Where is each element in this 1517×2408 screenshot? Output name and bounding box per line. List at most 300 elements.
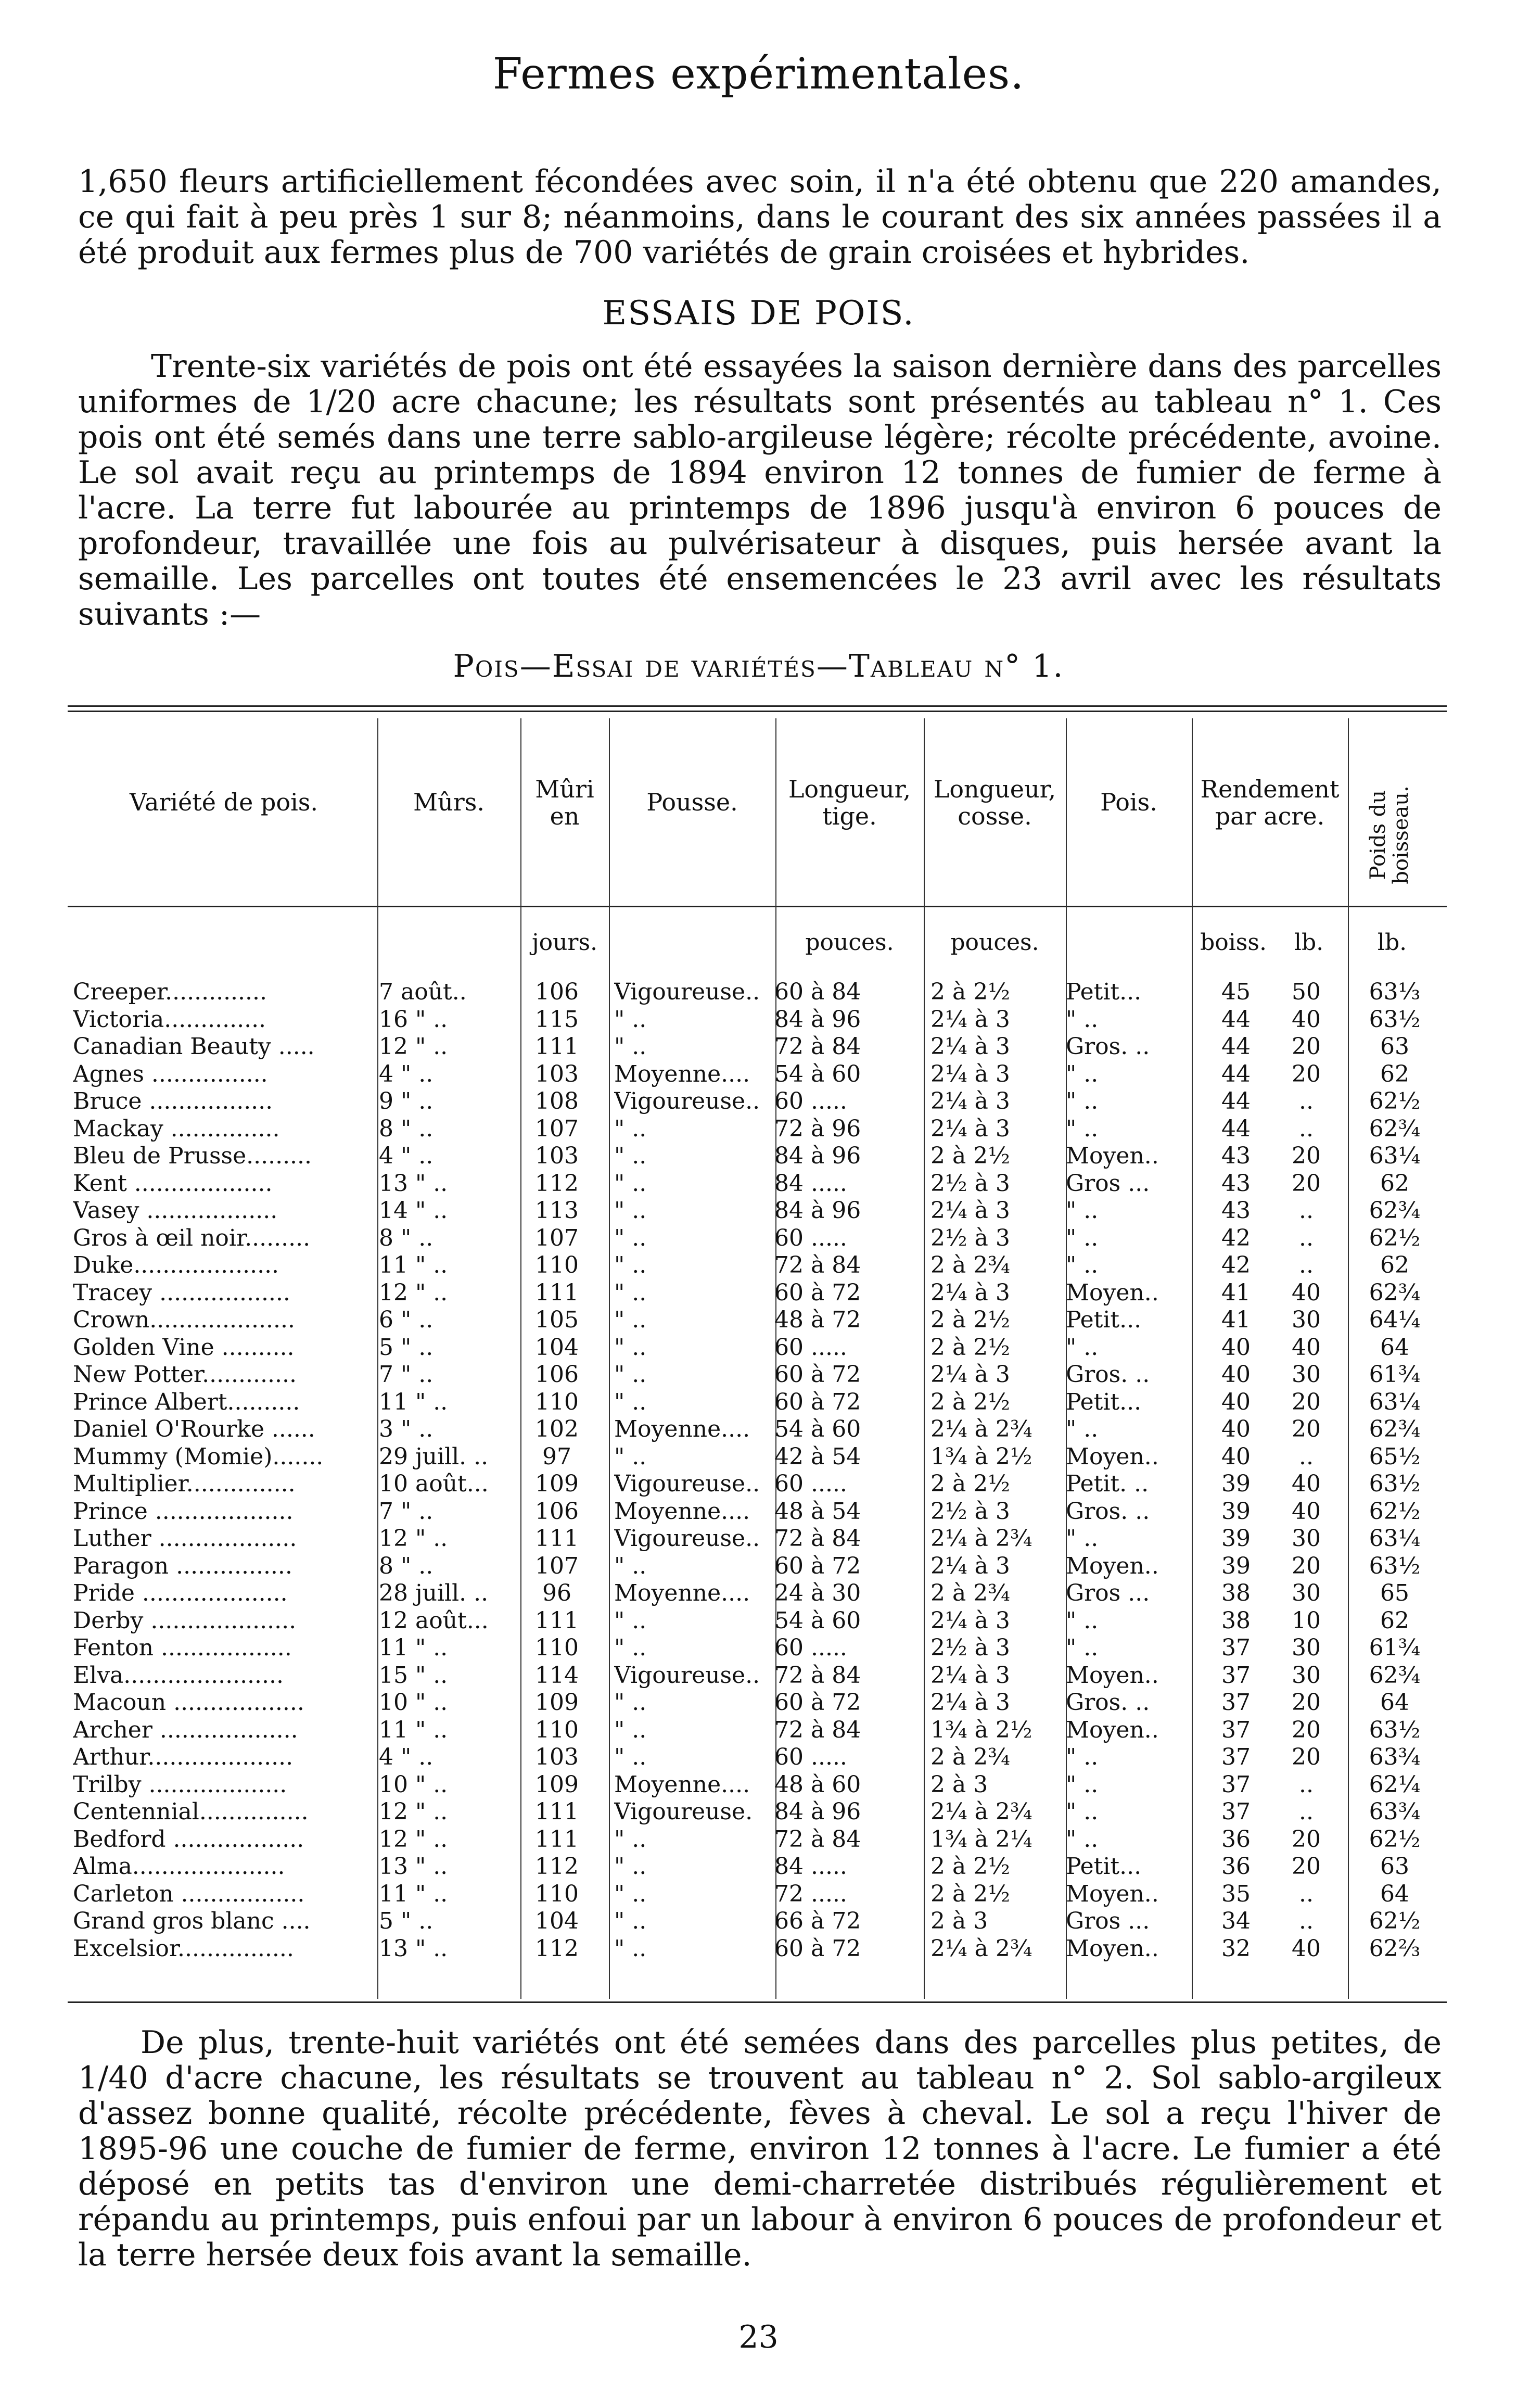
cell-yield-lb: 20 — [1292, 1744, 1321, 1770]
cell-yield-lb: 20 — [1292, 1689, 1321, 1716]
cell-ripe-date: 10 " .. — [379, 1771, 448, 1798]
cell-bushel-weight: 62¾ — [1369, 1416, 1421, 1442]
cell-growth: Vigoureuse.. — [614, 1662, 760, 1689]
cell-yield-bushels: 42 — [1221, 1252, 1251, 1278]
cell-pod-length: 2 à 2½ — [930, 1334, 1010, 1361]
table-row — [68, 1143, 1447, 1169]
cell-stem-length: 72 à 84 — [774, 1662, 861, 1689]
cell-yield-lb: 30 — [1292, 1662, 1321, 1689]
cell-growth: " .. — [614, 1744, 647, 1770]
cell-growth: Vigoureuse. — [614, 1798, 753, 1825]
cell-stem-length: 24 à 30 — [774, 1580, 861, 1606]
cell-bushel-weight: 62¼ — [1369, 1771, 1421, 1798]
cell-pod-length: 2¼ à 3 — [930, 1607, 1010, 1634]
cell-yield-lb: 10 — [1292, 1607, 1321, 1634]
table-row — [68, 1498, 1447, 1525]
cell-pod-length: 2¼ à 3 — [930, 1060, 1010, 1087]
cell-growth: Moyenne.... — [614, 1416, 750, 1442]
cell-growth: " .. — [614, 1033, 647, 1060]
cell-ripe-date: 12 " .. — [379, 1033, 448, 1060]
cell-stem-length: 60 à 72 — [774, 1279, 861, 1306]
cell-yield-bushels: 41 — [1221, 1307, 1251, 1333]
cell-bushel-weight: 63½ — [1369, 1471, 1421, 1497]
cell-yield-bushels: 39 — [1221, 1498, 1251, 1525]
cell-pod-length: 2 à 2½ — [930, 1880, 1010, 1907]
cell-days: 111 — [535, 1525, 579, 1552]
cell-pea-size: Moyen.. — [1066, 1279, 1159, 1306]
cell-days: 103 — [535, 1143, 579, 1169]
cell-yield-lb: 40 — [1292, 1498, 1321, 1525]
cell-growth: Moyenne.... — [614, 1580, 750, 1606]
cell-pod-length: 2 à 2¾ — [930, 1744, 1010, 1770]
cell-variety: Agnes ................ — [73, 1060, 268, 1087]
cell-growth: " .. — [614, 1361, 647, 1388]
cell-ripe-date: 11 " .. — [379, 1634, 448, 1661]
table-row — [68, 1389, 1447, 1415]
cell-variety: Duke.................... — [73, 1252, 279, 1278]
cell-variety: Mackay ............... — [73, 1115, 280, 1142]
cell-days: 111 — [535, 1279, 579, 1306]
cell-growth: " .. — [614, 1252, 647, 1278]
cell-yield-lb: 20 — [1292, 1388, 1321, 1415]
cell-pod-length: 2¼ à 3 — [930, 1279, 1010, 1306]
cell-ripe-date: 9 " .. — [379, 1088, 434, 1114]
cell-stem-length: 60 ..... — [774, 1634, 847, 1661]
cell-ripe-date: 4 " .. — [379, 1060, 434, 1087]
cell-yield-bushels: 38 — [1221, 1580, 1251, 1606]
cell-pea-size: " .. — [1066, 1744, 1099, 1770]
cell-stem-length: 48 à 60 — [774, 1771, 861, 1798]
table-row — [68, 1334, 1447, 1361]
cell-pea-size: " .. — [1066, 1197, 1099, 1224]
cell-days: 112 — [535, 1170, 579, 1197]
cell-stem-length: 42 à 54 — [774, 1443, 861, 1470]
cell-days: 103 — [535, 1060, 579, 1087]
cell-days: 110 — [535, 1880, 579, 1907]
cell-pea-size: Moyen.. — [1066, 1443, 1159, 1470]
cell-yield-bushels: 38 — [1221, 1607, 1251, 1634]
cell-yield-lb: 40 — [1292, 1279, 1321, 1306]
cell-days: 105 — [535, 1307, 579, 1333]
page-number: 23 — [738, 2319, 779, 2355]
cell-ripe-date: 14 " .. — [379, 1197, 448, 1224]
table-row — [68, 1225, 1447, 1251]
cell-variety: Victoria.............. — [73, 1006, 266, 1033]
cell-ripe-date: 4 " .. — [379, 1744, 434, 1770]
cell-yield-lb: 40 — [1292, 1006, 1321, 1033]
cell-yield-bushels: 40 — [1221, 1388, 1251, 1415]
cell-yield-bushels: 37 — [1221, 1716, 1251, 1743]
cell-variety: Grand gros blanc .... — [73, 1908, 311, 1934]
table-row — [68, 1771, 1447, 1798]
cell-ripe-date: 28 juill. .. — [379, 1580, 489, 1606]
cell-days: 109 — [535, 1689, 579, 1716]
cell-bushel-weight: 61¾ — [1369, 1634, 1421, 1661]
cell-bushel-weight: 62½ — [1369, 1088, 1421, 1114]
cell-pea-size: Petit... — [1066, 1388, 1142, 1415]
table-row — [68, 1881, 1447, 1907]
table-row — [68, 1935, 1447, 1962]
cell-yield-lb: 30 — [1292, 1634, 1321, 1661]
cell-days: 111 — [535, 1607, 579, 1634]
cell-yield-lb: 40 — [1292, 1334, 1321, 1361]
header-variete: Variété de pois. — [129, 788, 318, 816]
table-caption: Pois—Essai de variétés—Tableau n° 1. — [453, 648, 1064, 685]
cell-bushel-weight: 62 — [1380, 1060, 1409, 1087]
cell-days: 107 — [535, 1115, 579, 1142]
section-title: ESSAIS DE POIS. — [602, 294, 915, 333]
cell-pod-length: 2 à 2½ — [930, 979, 1010, 1005]
cell-bushel-weight: 62 — [1380, 1170, 1409, 1197]
cell-ripe-date: 12 août... — [379, 1607, 489, 1634]
cell-growth: " .. — [614, 1279, 647, 1306]
cell-pod-length: 2¼ à 3 — [930, 1662, 1010, 1689]
cell-variety: Carleton ................. — [73, 1880, 305, 1907]
cell-ripe-date: 13 " .. — [379, 1170, 448, 1197]
cell-variety: Multiplier............... — [73, 1471, 296, 1497]
cell-bushel-weight: 65 — [1380, 1580, 1409, 1606]
cell-growth: " .. — [614, 1880, 647, 1907]
cell-yield-lb: .. — [1299, 1224, 1314, 1251]
cell-yield-lb: .. — [1299, 1252, 1314, 1278]
cell-variety: Kent ................... — [73, 1170, 273, 1197]
cell-ripe-date: 13 " .. — [379, 1853, 448, 1880]
cell-pod-length: 2 à 3 — [930, 1908, 988, 1934]
cell-variety: Elva...................... — [73, 1662, 284, 1689]
cell-bushel-weight: 62½ — [1369, 1908, 1421, 1934]
cell-growth: " .. — [614, 1853, 647, 1880]
cell-yield-lb: 40 — [1292, 1471, 1321, 1497]
cell-pea-size: " .. — [1066, 1634, 1099, 1661]
table-row — [68, 979, 1447, 1005]
table-row — [68, 1689, 1447, 1716]
cell-days: 106 — [535, 1361, 579, 1388]
cell-stem-length: 54 à 60 — [774, 1607, 861, 1634]
cell-pea-size: Gros. .. — [1066, 1689, 1150, 1716]
cell-stem-length: 66 à 72 — [774, 1908, 861, 1934]
cell-stem-length: 84 à 96 — [774, 1798, 861, 1825]
cell-stem-length: 84 à 96 — [774, 1197, 861, 1224]
cell-yield-bushels: 44 — [1221, 1115, 1251, 1142]
cell-yield-bushels: 35 — [1221, 1880, 1251, 1907]
intro-paragraph: 1,650 fleurs artificiellement fécondées avec soin, il n'a été obtenu que 220 amandes, ce qui fait à peu près 1 sur 8; néanmoins, dans le courant des six années passées il a été produit aux fermes plus de 700 variétés de grain croisées et hybrides. — [78, 163, 1442, 271]
header-longueur-tige: Longueur, tige. — [788, 775, 911, 830]
cell-days: 113 — [535, 1197, 579, 1224]
cell-bushel-weight: 62¾ — [1369, 1115, 1421, 1142]
cell-growth: Vigoureuse.. — [614, 1525, 760, 1552]
cell-pea-size: " .. — [1066, 1607, 1099, 1634]
unit-pouces-tige: pouces. — [805, 929, 894, 956]
cell-yield-lb: 20 — [1292, 1826, 1321, 1853]
table-row — [68, 1580, 1447, 1606]
cell-days: 104 — [535, 1334, 579, 1361]
unit-lb: lb. — [1294, 929, 1324, 956]
cell-pea-size: Gros ... — [1066, 1580, 1150, 1606]
cell-yield-bushels: 43 — [1221, 1197, 1251, 1224]
cell-yield-lb: 20 — [1292, 1060, 1321, 1087]
table-top-rule-double — [68, 711, 1447, 712]
cell-yield-bushels: 37 — [1221, 1689, 1251, 1716]
table-row — [68, 1471, 1447, 1497]
cell-pea-size: Moyen.. — [1066, 1143, 1159, 1169]
cell-bushel-weight: 62½ — [1369, 1826, 1421, 1853]
cell-pea-size: " .. — [1066, 1060, 1099, 1087]
cell-days: 108 — [535, 1088, 579, 1114]
cell-pod-length: 2 à 2¾ — [930, 1252, 1010, 1278]
cell-variety: Paragon ................ — [73, 1552, 292, 1579]
cell-stem-length: 60 à 72 — [774, 1361, 861, 1388]
cell-days: 111 — [535, 1826, 579, 1853]
table-row — [68, 1061, 1447, 1087]
table-row — [68, 1252, 1447, 1278]
cell-days: 110 — [535, 1634, 579, 1661]
cell-ripe-date: 7 " .. — [379, 1498, 434, 1525]
cell-bushel-weight: 61¾ — [1369, 1361, 1421, 1388]
cell-yield-lb: .. — [1299, 1880, 1314, 1907]
cell-bushel-weight: 63⅓ — [1369, 979, 1421, 1005]
cell-ripe-date: 12 " .. — [379, 1279, 448, 1306]
cell-variety: Bleu de Prusse......... — [73, 1143, 312, 1169]
cell-growth: Moyenne.... — [614, 1771, 750, 1798]
cell-pea-size: Petit. .. — [1066, 1471, 1149, 1497]
cell-variety: Crown.................... — [73, 1307, 295, 1333]
cell-yield-lb: 30 — [1292, 1580, 1321, 1606]
cell-pod-length: 2½ à 3 — [930, 1634, 1010, 1661]
table-row — [68, 1033, 1447, 1060]
cell-pod-length: 2 à 3 — [930, 1771, 988, 1798]
header-rendement: Rendement par acre. — [1200, 775, 1340, 830]
cell-days: 106 — [535, 1498, 579, 1525]
cell-bushel-weight: 63½ — [1369, 1716, 1421, 1743]
cell-yield-bushels: 45 — [1221, 979, 1251, 1005]
cell-yield-bushels: 40 — [1221, 1416, 1251, 1442]
cell-bushel-weight: 64 — [1380, 1880, 1409, 1907]
header-pois: Pois. — [1100, 788, 1157, 816]
cell-yield-lb: .. — [1299, 1088, 1314, 1114]
cell-pod-length: 2¼ à 3 — [930, 1033, 1010, 1060]
cell-stem-length: 60 à 72 — [774, 1935, 861, 1962]
cell-pea-size: Gros. .. — [1066, 1498, 1150, 1525]
cell-stem-length: 72 à 84 — [774, 1252, 861, 1278]
cell-pod-length: 2¼ à 3 — [930, 1689, 1010, 1716]
cell-pod-length: 2¼ à 2¾ — [930, 1935, 1032, 1962]
cell-growth: " .. — [614, 1443, 647, 1470]
cell-bushel-weight: 64 — [1380, 1689, 1409, 1716]
cell-bushel-weight: 63 — [1380, 1033, 1409, 1060]
table-header-rule — [68, 906, 1447, 907]
cell-growth: Vigoureuse.. — [614, 1088, 760, 1114]
table-row — [68, 1634, 1447, 1661]
cell-variety: Fenton .................. — [73, 1634, 292, 1661]
unit-jours: jours. — [531, 929, 598, 956]
cell-pod-length: 2½ à 3 — [930, 1224, 1010, 1251]
cell-pea-size: " .. — [1066, 1224, 1099, 1251]
cell-yield-lb: 30 — [1292, 1361, 1321, 1388]
cell-pea-size: " .. — [1066, 1115, 1099, 1142]
cell-yield-bushels: 39 — [1221, 1525, 1251, 1552]
cell-yield-bushels: 42 — [1221, 1224, 1251, 1251]
table-row — [68, 1662, 1447, 1689]
cell-yield-lb: .. — [1299, 1115, 1314, 1142]
cell-pod-length: 2½ à 3 — [930, 1498, 1010, 1525]
cell-pea-size: " .. — [1066, 1252, 1099, 1278]
cell-bushel-weight: 64¼ — [1369, 1307, 1421, 1333]
cell-ripe-date: 11 " .. — [379, 1388, 448, 1415]
cell-variety: Macoun .................. — [73, 1689, 304, 1716]
cell-growth: " .. — [614, 1607, 647, 1634]
cell-yield-lb: .. — [1299, 1798, 1314, 1825]
cell-ripe-date: 10 août... — [379, 1471, 489, 1497]
cell-stem-length: 60 ..... — [774, 1088, 847, 1114]
table-row — [68, 1416, 1447, 1442]
cell-yield-bushels: 32 — [1221, 1935, 1251, 1962]
cell-pod-length: 2 à 2½ — [930, 1471, 1010, 1497]
cell-variety: Prince ................... — [73, 1498, 294, 1525]
cell-stem-length: 72 à 84 — [774, 1716, 861, 1743]
cell-pea-size: Petit... — [1066, 1307, 1142, 1333]
cell-ripe-date: 12 " .. — [379, 1826, 448, 1853]
cell-yield-bushels: 40 — [1221, 1361, 1251, 1388]
cell-yield-bushels: 39 — [1221, 1552, 1251, 1579]
cell-pod-length: 1¾ à 2½ — [930, 1443, 1032, 1470]
cell-yield-lb: .. — [1299, 1908, 1314, 1934]
cell-bushel-weight: 62½ — [1369, 1498, 1421, 1525]
cell-pod-length: 2¼ à 2¾ — [930, 1798, 1032, 1825]
cell-ripe-date: 3 " .. — [379, 1416, 434, 1442]
cell-stem-length: 48 à 72 — [774, 1307, 861, 1333]
cell-growth: Vigoureuse.. — [614, 1471, 760, 1497]
cell-variety: Daniel O'Rourke ...... — [73, 1416, 315, 1442]
cell-stem-length: 84 à 96 — [774, 1006, 861, 1033]
cell-days: 106 — [535, 979, 579, 1005]
cell-stem-length: 60 à 72 — [774, 1689, 861, 1716]
cell-yield-bushels: 44 — [1221, 1033, 1251, 1060]
cell-pea-size: " .. — [1066, 1006, 1099, 1033]
cell-stem-length: 60 à 72 — [774, 1388, 861, 1415]
cell-stem-length: 72 à 84 — [774, 1525, 861, 1552]
cell-bushel-weight: 63½ — [1369, 1552, 1421, 1579]
cell-variety: Mummy (Momie)....... — [73, 1443, 324, 1470]
cell-pod-length: 2 à 2½ — [930, 1853, 1010, 1880]
cell-days: 115 — [535, 1006, 579, 1033]
cell-yield-lb: 50 — [1292, 979, 1321, 1005]
cell-yield-bushels: 37 — [1221, 1634, 1251, 1661]
cell-days: 110 — [535, 1716, 579, 1743]
cell-yield-bushels: 43 — [1221, 1143, 1251, 1169]
cell-bushel-weight: 62 — [1380, 1607, 1409, 1634]
table-row — [68, 1361, 1447, 1388]
cell-pea-size: " .. — [1066, 1088, 1099, 1114]
cell-yield-bushels: 36 — [1221, 1853, 1251, 1880]
cell-growth: " .. — [614, 1197, 647, 1224]
cell-yield-bushels: 41 — [1221, 1279, 1251, 1306]
cell-ripe-date: 11 " .. — [379, 1880, 448, 1907]
cell-yield-bushels: 37 — [1221, 1744, 1251, 1770]
cell-stem-length: 60 ..... — [774, 1334, 847, 1361]
cell-yield-bushels: 34 — [1221, 1908, 1251, 1934]
cell-days: 110 — [535, 1388, 579, 1415]
cell-stem-length: 72 à 84 — [774, 1033, 861, 1060]
cell-pod-length: 2 à 2½ — [930, 1307, 1010, 1333]
cell-pod-length: 2¼ à 2¾ — [930, 1525, 1032, 1552]
cell-bushel-weight: 63¾ — [1369, 1744, 1421, 1770]
cell-yield-lb: 30 — [1292, 1307, 1321, 1333]
cell-pea-size: " .. — [1066, 1416, 1099, 1442]
cell-variety: Creeper.............. — [73, 979, 267, 1005]
cell-stem-length: 84 ..... — [774, 1853, 847, 1880]
cell-growth: " .. — [614, 1224, 647, 1251]
cell-pod-length: 2¼ à 3 — [930, 1006, 1010, 1033]
cell-bushel-weight: 62½ — [1369, 1224, 1421, 1251]
cell-ripe-date: 5 " .. — [379, 1908, 434, 1934]
cell-bushel-weight: 63 — [1380, 1853, 1409, 1880]
header-pousse: Pousse. — [646, 788, 738, 816]
cell-yield-bushels: 37 — [1221, 1771, 1251, 1798]
cell-stem-length: 72 à 84 — [774, 1826, 861, 1853]
cell-days: 110 — [535, 1252, 579, 1278]
cell-ripe-date: 8 " .. — [379, 1552, 434, 1579]
cell-pod-length: 2¼ à 3 — [930, 1088, 1010, 1114]
cell-variety: Alma..................... — [73, 1853, 285, 1880]
cell-variety: Canadian Beauty ..... — [73, 1033, 315, 1060]
cell-ripe-date: 11 " .. — [379, 1716, 448, 1743]
cell-pea-size: Moyen.. — [1066, 1935, 1159, 1962]
cell-days: 102 — [535, 1416, 579, 1442]
cell-ripe-date: 13 " .. — [379, 1935, 448, 1962]
cell-days: 107 — [535, 1552, 579, 1579]
cell-bushel-weight: 62 — [1380, 1252, 1409, 1278]
cell-pod-length: 2 à 2½ — [930, 1143, 1010, 1169]
cell-yield-bushels: 40 — [1221, 1443, 1251, 1470]
cell-pea-size: Petit... — [1066, 979, 1142, 1005]
cell-pod-length: 1¾ à 2½ — [930, 1716, 1032, 1743]
cell-pod-length: 2¼ à 2¾ — [930, 1416, 1032, 1442]
cell-days: 111 — [535, 1798, 579, 1825]
cell-pea-size: " .. — [1066, 1826, 1099, 1853]
cell-pea-size: Petit... — [1066, 1853, 1142, 1880]
unit-boiss: boiss. — [1200, 929, 1267, 956]
cell-variety: Pride .................... — [73, 1580, 288, 1606]
cell-days: 97 — [542, 1443, 571, 1470]
cell-stem-length: 60 à 84 — [774, 979, 861, 1005]
cell-ripe-date: 29 juill. .. — [379, 1443, 489, 1470]
table-bottom-rule — [68, 2001, 1447, 2003]
cell-yield-lb: 20 — [1292, 1033, 1321, 1060]
cell-growth: " .. — [614, 1388, 647, 1415]
cell-stem-length: 54 à 60 — [774, 1416, 861, 1442]
cell-bushel-weight: 62⅔ — [1369, 1935, 1421, 1962]
cell-yield-lb: 40 — [1292, 1935, 1321, 1962]
cell-bushel-weight: 63½ — [1369, 1006, 1421, 1033]
cell-variety: Vasey .................. — [73, 1197, 278, 1224]
header-muri-en: Mûri en — [535, 775, 594, 830]
cell-pea-size: " .. — [1066, 1798, 1099, 1825]
cell-bushel-weight: 63¼ — [1369, 1525, 1421, 1552]
cell-growth: Moyenne.... — [614, 1498, 750, 1525]
cell-days: 114 — [535, 1662, 579, 1689]
table-row — [68, 1798, 1447, 1825]
cell-ripe-date: 8 " .. — [379, 1224, 434, 1251]
cell-ripe-date: 5 " .. — [379, 1334, 434, 1361]
unit-lb-poids: lb. — [1377, 929, 1407, 956]
cell-days: 112 — [535, 1935, 579, 1962]
cell-pea-size: Moyen.. — [1066, 1552, 1159, 1579]
cell-days: 109 — [535, 1471, 579, 1497]
cell-pod-length: 2¼ à 3 — [930, 1552, 1010, 1579]
cell-ripe-date: 12 " .. — [379, 1798, 448, 1825]
cell-stem-length: 72 ..... — [774, 1880, 847, 1907]
table-row — [68, 1307, 1447, 1333]
